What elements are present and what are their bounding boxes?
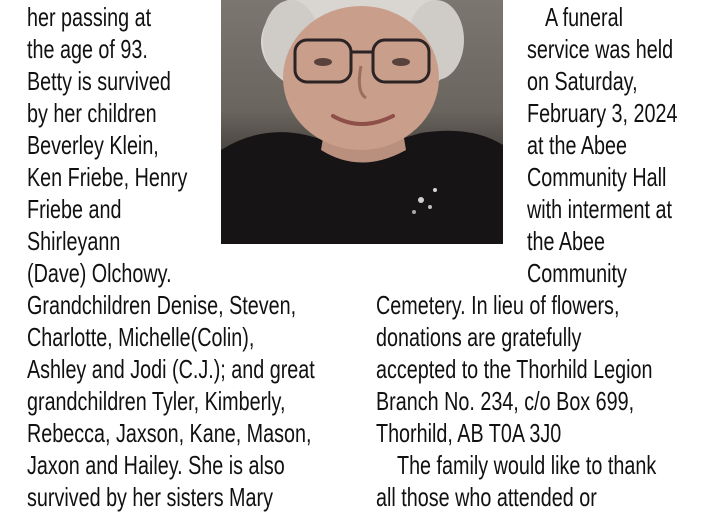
left-lower-line-6: Jaxon and Hailey. She is also: [27, 450, 285, 480]
left-lower-line-5: Rebecca, Jaxson, Kane, Mason,: [27, 418, 312, 448]
left-line-6: Ken Friebe, Henry: [27, 162, 188, 192]
right-line-9: Community: [527, 258, 627, 288]
portrait-photo: [221, 0, 503, 244]
left-line-9: (Dave) Olchowy.: [27, 258, 172, 288]
left-line-3: Betty is survived: [27, 66, 171, 96]
left-line-7: Friebe and: [27, 194, 122, 224]
right-lower-line-3: accepted to the Thorhild Legion: [376, 354, 653, 384]
right-line-3: on Saturday,: [527, 66, 638, 96]
right-lower-line-7: all those who attended or: [376, 482, 597, 512]
left-lower-line-1: Grandchildren Denise, Steven,: [27, 290, 297, 320]
right-lower-line-1: Cemetery. In lieu of flowers,: [376, 290, 620, 320]
left-line-8: Shirleyann: [27, 226, 121, 256]
right-lower-line-6: The family would like to thank: [397, 450, 657, 480]
left-line-5: Beverley Klein,: [27, 130, 159, 160]
left-line-2: the age of 93.: [27, 34, 148, 64]
left-line-4: by her children: [27, 98, 157, 128]
right-line-1: A funeral: [545, 2, 624, 32]
right-lower-line-5: Thorhild, AB T0A 3J0: [376, 418, 562, 448]
right-lower-line-2: donations are gratefully: [376, 322, 582, 352]
right-line-8: the Abee: [527, 226, 606, 256]
right-line-6: Community Hall: [527, 162, 667, 192]
left-lower-line-2: Charlotte, Michelle(Colin),: [27, 322, 255, 352]
right-line-2: service was held: [527, 34, 674, 64]
left-lower-line-4: grandchildren Tyler, Kimberly,: [27, 386, 286, 416]
right-lower-line-4: Branch No. 234, c/o Box 699,: [376, 386, 635, 416]
left-lower-line-7: survived by her sisters Mary: [27, 482, 273, 512]
portrait-illustration: [221, 0, 503, 244]
right-line-5: at the Abee: [527, 130, 627, 160]
right-line-4: February 3, 2024: [527, 98, 678, 128]
left-line-1: her passing at: [27, 2, 152, 32]
left-lower-line-3: Ashley and Jodi (C.J.); and great: [27, 354, 315, 384]
right-line-7: with interment at: [527, 194, 672, 224]
